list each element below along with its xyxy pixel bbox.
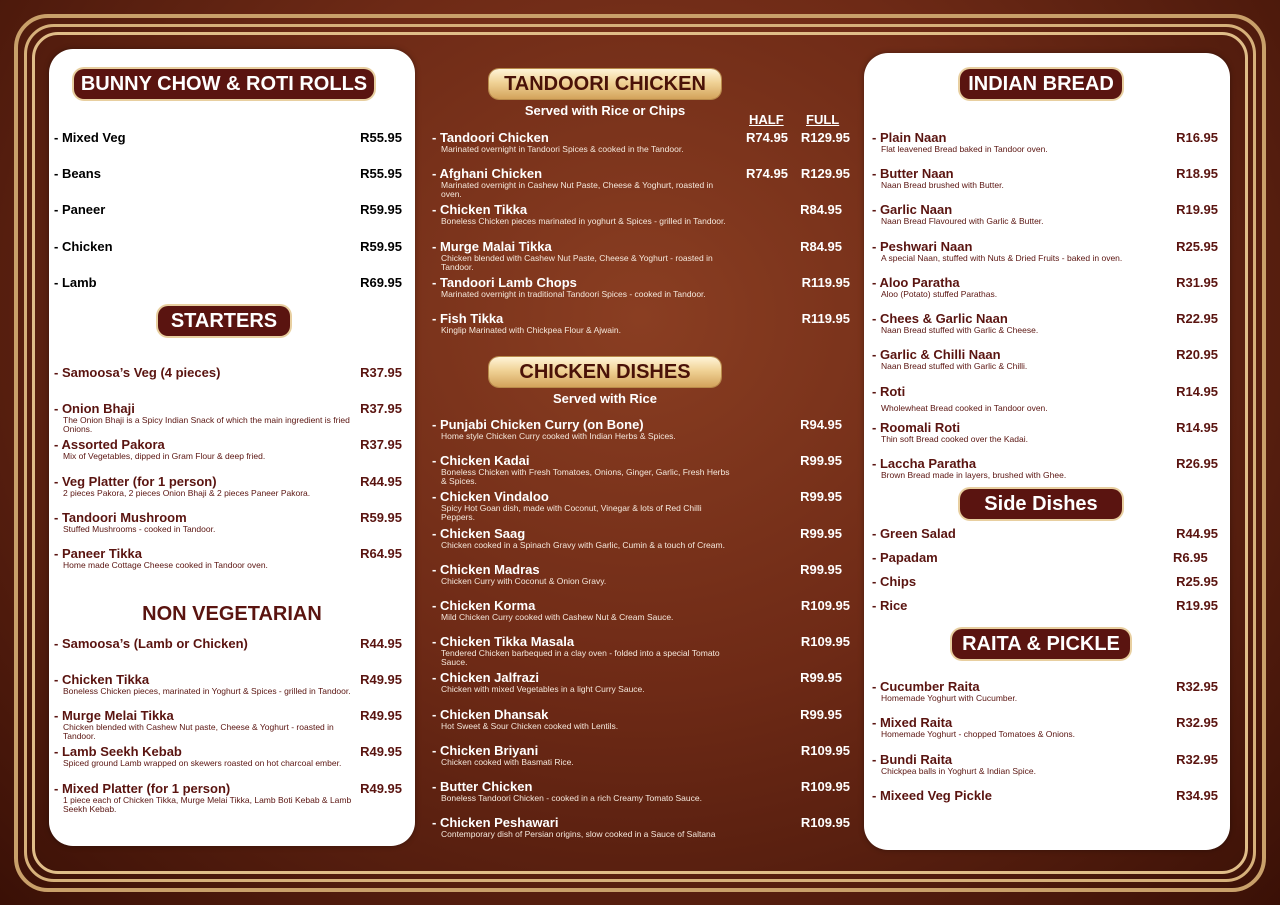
item-name: - Laccha Paratha — [872, 456, 977, 471]
menu-item — [54, 672, 402, 696]
item-name: - Green Salad — [872, 526, 956, 541]
menu-item — [432, 562, 850, 586]
item-name: - Garlic & Chilli Naan — [872, 347, 1001, 362]
item-description: Wholewheat Bread cooked in Tandoor oven. — [881, 403, 1048, 413]
item-price: R109.95 — [800, 634, 850, 649]
item-description: Thin soft Bread cooked over the Kadai. — [881, 434, 1028, 444]
item-name: - Rice — [872, 598, 908, 613]
item-price: R19.95 — [1176, 598, 1218, 613]
menu-item — [872, 456, 1218, 480]
menu-item — [872, 347, 1218, 371]
item-description: Marinated overnight in Tandoori Spices & cooked in the Tandoor. — [441, 144, 684, 154]
item-description: Home made Cottage Cheese cooked in Tandoor oven. — [63, 560, 268, 570]
item-price: R49.95 — [360, 708, 402, 723]
item-price: R19.95 — [1176, 202, 1218, 217]
item-price: R109.95 — [800, 815, 850, 830]
item-name: - Chicken Dhansak — [432, 707, 549, 722]
menu-item — [872, 550, 1218, 565]
item-price: R16.95 — [1176, 130, 1218, 145]
menu-item — [432, 311, 850, 335]
item-price: R99.95 — [800, 453, 842, 468]
bunny-chow-heading: BUNNY CHOW & ROTI ROLLS — [74, 69, 374, 99]
item-price: R44.95 — [1176, 526, 1218, 541]
menu-item — [432, 526, 850, 550]
item-name: - Aloo Paratha — [872, 275, 960, 290]
item-description: Flat leavened Bread baked in Tandoor oven. — [881, 144, 1048, 154]
menu-item — [54, 166, 402, 181]
item-name: - Fish Tikka — [432, 311, 504, 326]
item-name: - Chicken Tikka Masala — [432, 634, 575, 649]
menu-item — [432, 453, 850, 486]
item-description: Chicken blended with Cashew Nut paste, Cheese & Yoghurt - roasted in Tandoor. — [63, 722, 334, 741]
menu-item — [872, 574, 1218, 589]
menu-item — [54, 130, 402, 145]
item-name: - Tandoori Mushroom — [54, 510, 187, 525]
item-description: Chickpea balls in Yoghurt & Indian Spice. — [881, 766, 1036, 776]
menu-item — [432, 815, 850, 839]
menu-item — [432, 275, 850, 299]
menu-item — [54, 202, 402, 217]
item-price: R49.95 — [360, 781, 402, 796]
item-name: - Chicken — [54, 239, 113, 254]
menu-item — [54, 437, 402, 461]
menu-item — [872, 752, 1218, 776]
tandoori-chicken-heading: TANDOORI CHICKEN — [489, 69, 721, 99]
item-price: R6.95 — [1173, 550, 1208, 565]
menu-item — [872, 526, 1218, 541]
menu-item — [432, 130, 850, 154]
item-description: Homemade Yoghurt - chopped Tomatoes & Onions. — [881, 729, 1076, 739]
chicken-dishes-heading: CHICKEN DISHES — [489, 357, 721, 387]
item-name: - Roomali Roti — [872, 420, 961, 435]
item-name: - Cucumber Raita — [872, 679, 980, 694]
item-name: - Punjabi Chicken Curry (on Bone) — [432, 417, 644, 432]
item-price: R99.95 — [800, 526, 842, 541]
item-name: - Onion Bhaji — [54, 401, 135, 416]
item-description: Home style Chicken Curry cooked with Indian Herbs & Spices. — [441, 431, 676, 441]
item-price-half: R74.95 — [746, 130, 788, 145]
item-name: - Mixeed Veg Pickle — [872, 788, 992, 803]
item-price-full: R119.95 — [801, 311, 850, 326]
item-name: - Tandoori Lamb Chops — [432, 275, 577, 290]
menu-item — [54, 636, 402, 651]
item-price: R55.95 — [360, 166, 402, 181]
item-description: 2 pieces Pakora, 2 pieces Onion Bhaji & 2 pieces Paneer Pakora. — [63, 488, 311, 498]
menu-item — [432, 670, 850, 694]
menu-item — [432, 598, 850, 622]
item-description: Naan Bread Flavoured with Garlic & Butter. — [881, 216, 1044, 226]
item-description: Hot Sweet & Sour Chicken cooked with Lentils. — [441, 721, 619, 731]
item-price-half: R74.95 — [746, 166, 788, 181]
side-dishes-heading: Side Dishes — [960, 489, 1122, 519]
item-price-full: R84.95 — [800, 202, 842, 217]
item-price: R99.95 — [800, 707, 842, 722]
menu-item — [432, 166, 850, 199]
item-name: - Garlic Naan — [872, 202, 953, 217]
item-name: - Plain Naan — [872, 130, 947, 145]
menu-item — [432, 202, 850, 226]
item-price: R49.95 — [360, 744, 402, 759]
item-name: - Murge Melai Tikka — [54, 708, 174, 723]
menu-item — [432, 417, 850, 441]
item-name: - Chicken Peshawari — [432, 815, 559, 830]
menu-item — [432, 634, 850, 667]
item-description: Kinglip Marinated with Chickpea Flour & Ajwain. — [441, 325, 622, 335]
item-name: - Chips — [872, 574, 917, 589]
item-price: R44.95 — [360, 636, 402, 651]
item-name: - Samoosa’s Veg (4 pieces) — [54, 365, 221, 380]
item-price: R20.95 — [1176, 347, 1218, 362]
menu-item — [432, 707, 850, 731]
menu-item — [432, 779, 850, 803]
item-name: - Chicken Saag — [432, 526, 526, 541]
item-name: - Assorted Pakora — [54, 437, 165, 452]
item-price: R37.95 — [360, 365, 402, 380]
item-description: Chicken cooked with Basmati Rice. — [441, 757, 574, 767]
item-name: - Butter Chicken — [432, 779, 533, 794]
item-price-full: R119.95 — [801, 275, 850, 290]
item-name: - Chicken Briyani — [432, 743, 539, 758]
item-description: The Onion Bhaji is a Spicy Indian Snack of which the main ingredient is fried Onions. — [63, 415, 350, 434]
item-name: - Chicken Madras — [432, 562, 540, 577]
indian-bread-heading: INDIAN BREAD — [960, 69, 1122, 99]
item-price: R14.95 — [1176, 420, 1218, 435]
item-description: Chicken Curry with Coconut & Onion Gravy. — [441, 576, 607, 586]
item-price: R32.95 — [1176, 752, 1218, 767]
tandoori-subtitle: Served with Rice or Chips — [524, 103, 686, 118]
item-name: - Chicken Kadai — [432, 453, 530, 468]
item-price: R59.95 — [360, 202, 402, 217]
item-name: - Beans — [54, 166, 101, 181]
item-price: R37.95 — [360, 437, 402, 452]
item-name: - Chicken Jalfrazi — [432, 670, 539, 685]
chicken-subtitle: Served with Rice — [552, 391, 658, 406]
item-name: - Chicken Tikka — [432, 202, 528, 217]
item-price: R99.95 — [800, 489, 842, 504]
item-price: R99.95 — [800, 562, 842, 577]
item-name: - Roti — [872, 384, 906, 399]
item-name: - Chicken Korma — [432, 598, 536, 613]
item-description: Chicken with mixed Vegetables in a light Curry Sauce. — [441, 684, 645, 694]
menu-item — [872, 202, 1218, 226]
item-description: A special Naan, stuffed with Nuts & Dried Fruits - baked in oven. — [881, 253, 1123, 263]
menu-item — [54, 546, 402, 570]
item-name: - Bundi Raita — [872, 752, 953, 767]
item-description: Spiced ground Lamb wrapped on skewers roasted on hot charcoal ember. — [63, 758, 342, 768]
item-name: - Mixed Platter (for 1 person) — [54, 781, 231, 796]
menu-item — [54, 781, 402, 814]
item-name: - Lamb — [54, 275, 97, 290]
item-price: R94.95 — [800, 417, 842, 432]
item-name: - Tandoori Chicken — [432, 130, 549, 145]
item-description: Aloo (Potato) stuffed Parathas. — [881, 289, 998, 299]
item-description: Homemade Yoghurt with Cucumber. — [881, 693, 1018, 703]
item-description: Boneless Chicken pieces marinated in yoghurt & Spices - grilled in Tandoor. — [441, 216, 726, 226]
item-price: R22.95 — [1176, 311, 1218, 326]
item-name: - Veg Platter (for 1 person) — [54, 474, 217, 489]
menu-item — [54, 365, 402, 380]
item-price-full: R129.95 — [800, 166, 850, 181]
full-column-header: FULL — [806, 112, 840, 127]
item-name: - Mixed Veg — [54, 130, 126, 145]
item-name: - Chees & Garlic Naan — [872, 311, 1008, 326]
menu-item — [872, 239, 1218, 263]
menu-item — [54, 510, 402, 534]
non-vegetarian-heading: NON VEGETARIAN — [142, 603, 322, 625]
menu-item — [872, 384, 1218, 413]
menu-item — [432, 489, 850, 522]
raita-pickle-heading: RAITA & PICKLE — [952, 629, 1130, 659]
item-price: R37.95 — [360, 401, 402, 416]
item-name: - Mixed Raita — [872, 715, 953, 730]
item-price: R18.95 — [1176, 166, 1218, 181]
item-description: Chicken blended with Cashew Nut Paste, Cheese & Yoghurt - roasted in Tandoor. — [441, 253, 713, 272]
item-price: R34.95 — [1176, 788, 1218, 803]
menu-item — [872, 788, 1218, 803]
item-description: Mix of Vegetables, dipped in Gram Flour & deep fried. — [63, 451, 266, 461]
item-name: - Murge Malai Tikka — [432, 239, 552, 254]
item-price: R26.95 — [1176, 456, 1218, 471]
menu-item — [872, 679, 1218, 703]
item-name: - Afghani Chicken — [432, 166, 543, 181]
menu-item — [872, 311, 1218, 335]
item-price: R49.95 — [360, 672, 402, 687]
item-description: Marinated overnight in Cashew Nut Paste, Cheese & Yoghurt, roasted in oven. — [441, 180, 714, 199]
item-price: R44.95 — [360, 474, 402, 489]
item-name: - Chicken Tikka — [54, 672, 150, 687]
item-description: Boneless Chicken with Fresh Tomatoes, Onions, Ginger, Garlic, Fresh Herbs & Spices. — [441, 467, 730, 486]
item-price-full: R84.95 — [800, 239, 842, 254]
menu-item — [432, 743, 850, 767]
item-description: Spicy Hot Goan dish, made with Coconut, Vinegar & lots of Red Chilli Peppers. — [441, 503, 702, 522]
item-price: R109.95 — [800, 598, 850, 613]
item-description: Tendered Chicken barbequed in a clay oven - folded into a special Tomato Sauce. — [441, 648, 720, 667]
menu-item — [872, 275, 1218, 299]
menu-item — [54, 275, 402, 290]
item-price: R25.95 — [1176, 239, 1218, 254]
menu-item — [54, 744, 402, 768]
item-description: Naan Bread stuffed with Garlic & Chilli. — [881, 361, 1028, 371]
item-description: Brown Bread made in layers, brushed with Ghee. — [881, 470, 1067, 480]
item-price-full: R129.95 — [800, 130, 850, 145]
item-price: R59.95 — [360, 239, 402, 254]
item-description: Stuffed Mushrooms - cooked in Tandoor. — [63, 524, 216, 534]
item-description: Chicken cooked in a Spinach Gravy with Garlic, Cumin & a touch of Cream. — [441, 540, 725, 550]
item-name: - Peshwari Naan — [872, 239, 973, 254]
item-price: R109.95 — [800, 743, 850, 758]
item-price: R14.95 — [1176, 384, 1218, 399]
menu-item — [54, 474, 402, 498]
item-price: R109.95 — [800, 779, 850, 794]
item-price: R31.95 — [1176, 275, 1218, 290]
item-description: 1 piece each of Chicken Tikka, Murge Melai Tikka, Lamb Boti Kebab & Lamb Seekh Kebab. — [63, 795, 352, 814]
menu-item — [872, 420, 1218, 444]
menu-item — [872, 130, 1218, 154]
item-description: Naan Bread stuffed with Garlic & Cheese. — [881, 325, 1039, 335]
item-name: - Lamb Seekh Kebab — [54, 744, 182, 759]
menu-item — [872, 715, 1218, 739]
menu-item — [54, 708, 402, 741]
menu-item — [54, 401, 402, 434]
item-name: - Chicken Vindaloo — [432, 489, 549, 504]
item-price: R99.95 — [800, 670, 842, 685]
item-price: R32.95 — [1176, 679, 1218, 694]
item-price: R25.95 — [1176, 574, 1218, 589]
item-price: R59.95 — [360, 510, 402, 525]
item-name: - Papadam — [872, 550, 938, 565]
item-description: Marinated overnight in traditional Tandoori Spices - cooked in Tandoor. — [441, 289, 706, 299]
menu-item — [54, 239, 402, 254]
menu-item — [432, 239, 850, 272]
menu-item — [872, 166, 1218, 190]
half-column-header: HALF — [749, 112, 784, 127]
item-description: Naan Bread brushed with Butter. — [881, 180, 1004, 190]
starters-heading: STARTERS — [158, 306, 290, 336]
item-description: Mild Chicken Curry cooked with Cashew Nut & Cream Sauce. — [441, 612, 674, 622]
item-name: - Butter Naan — [872, 166, 954, 181]
item-name: - Samoosa’s (Lamb or Chicken) — [54, 636, 248, 651]
item-name: - Paneer — [54, 202, 106, 217]
item-price: R69.95 — [360, 275, 402, 290]
item-description: Contemporary dish of Persian origins, slow cooked in a Sauce of Saltana — [441, 829, 716, 839]
item-name: - Paneer Tikka — [54, 546, 142, 561]
item-description: Boneless Tandoori Chicken - cooked in a rich Creamy Tomato Sauce. — [441, 793, 702, 803]
item-price: R55.95 — [360, 130, 402, 145]
item-price: R32.95 — [1176, 715, 1218, 730]
item-description: Boneless Chicken pieces, marinated in Yoghurt & Spices - grilled in Tandoor. — [63, 686, 351, 696]
menu-item — [872, 598, 1218, 613]
item-price: R64.95 — [360, 546, 402, 561]
